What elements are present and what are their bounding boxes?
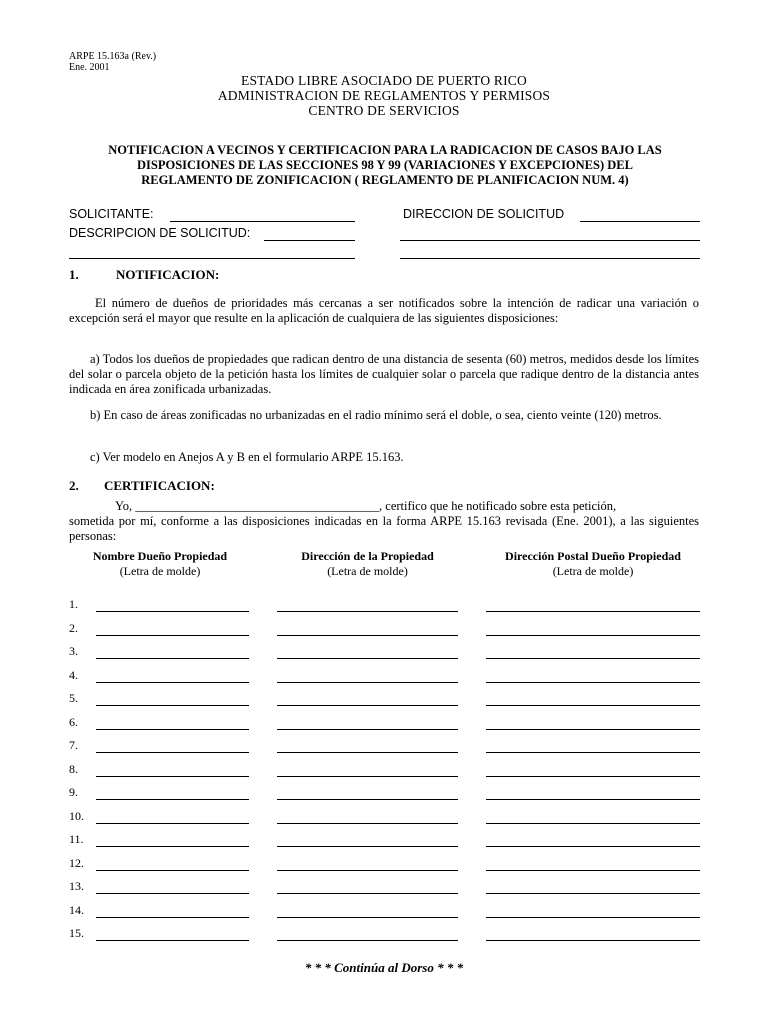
agency-line: ESTADO LIBRE ASOCIADO DE PUERTO RICO — [241, 73, 527, 88]
row-number: 10. — [69, 808, 84, 823]
postal-address-line[interactable] — [486, 752, 700, 753]
postal-address-line[interactable] — [486, 917, 700, 918]
continue-note: * * * Continúa al Dorso * * * — [304, 960, 464, 975]
property-address-line[interactable] — [277, 635, 458, 636]
column-subtitle: (Letra de molde) — [327, 564, 408, 578]
notificacion-item-a: a) Todos los dueños de propiedades que radican dentro de una distancia de sesenta (60) metros, medidos desde los límites del solar o parcela objeto de la petición hasta los límites de cualquier solar o parcela que radique dentro de la distancia antes indicada en área zonificada urbanizadas. — [69, 352, 699, 396]
property-address-line[interactable] — [277, 799, 458, 800]
property-address-line[interactable] — [277, 846, 458, 847]
postal-address-line[interactable] — [486, 940, 700, 941]
direccion-field[interactable] — [580, 221, 700, 222]
column-header-owner — [60, 549, 260, 579]
row-number: 15. — [69, 926, 84, 940]
owner-name-line[interactable] — [96, 823, 249, 824]
column-subtitle: (Letra de molde) — [552, 564, 634, 578]
postal-address-line[interactable] — [486, 635, 700, 636]
row-number: 2. — [69, 620, 78, 635]
postal-address-line[interactable] — [486, 658, 700, 659]
row-number: 8. — [69, 761, 78, 776]
property-address-line[interactable] — [277, 611, 458, 612]
section-1-number: 1. — [69, 267, 79, 282]
owner-name-line[interactable] — [96, 682, 249, 683]
agency-line: CENTRO DE SERVICIOS — [308, 103, 460, 118]
owner-name-line[interactable] — [96, 846, 249, 847]
owner-name-line[interactable] — [96, 870, 249, 871]
property-address-line[interactable] — [277, 776, 458, 777]
descripcion-field-line-2[interactable] — [69, 258, 355, 259]
form-date: Ene. 2001 — [69, 62, 110, 73]
owner-name-line[interactable] — [96, 940, 249, 941]
column-title: Dirección Postal Dueño Propiedad — [505, 549, 681, 563]
row-number: 11. — [69, 832, 84, 846]
postal-address-line[interactable] — [486, 870, 700, 871]
certificacion-line-1 — [69, 499, 699, 514]
row-number: 13. — [69, 879, 84, 893]
row-number: 1. — [69, 597, 78, 611]
owner-name-line[interactable] — [96, 917, 249, 918]
section-2-heading: CERTIFICACION: — [104, 478, 215, 493]
postal-address-line[interactable] — [486, 893, 700, 894]
row-number: 5. — [69, 691, 78, 705]
column-header-postal-address — [475, 549, 711, 579]
document-title — [60, 143, 710, 188]
agency-header — [0, 73, 768, 118]
owner-name-line[interactable] — [96, 752, 249, 753]
certificacion-text-2: sometida por mí, conforme a las disposiciones indicadas en la forma ARPE 15.163 revisada (Ene. 2001), a las siguientes personas: — [69, 514, 699, 543]
direccion-field-line-2[interactable] — [400, 240, 700, 241]
property-address-line[interactable] — [277, 752, 458, 753]
owner-name-line[interactable] — [96, 729, 249, 730]
descripcion-label: DESCRIPCION DE SOLICITUD: — [69, 226, 251, 240]
column-title: Nombre Dueño Propiedad — [92, 549, 228, 563]
notificacion-item-b: b) En caso de áreas zonificadas no urbanizadas en el radio mínimo será el doble, o sea, ciento veinte (120) metros. — [90, 408, 662, 422]
row-number: 14. — [69, 902, 84, 917]
property-address-line[interactable] — [277, 917, 458, 918]
solicitante-field[interactable] — [170, 221, 355, 222]
postal-address-line[interactable] — [486, 846, 700, 847]
form-code: ARPE 15.163a (Rev.) — [69, 51, 157, 62]
row-number: 6. — [69, 714, 78, 729]
owner-name-line[interactable] — [96, 658, 249, 659]
row-number: 7. — [69, 738, 78, 752]
notificacion-item-c: c) Ver modelo en Anejos A y B en el formulario ARPE 15.163. — [90, 450, 404, 464]
property-address-line[interactable] — [277, 658, 458, 659]
property-address-line[interactable] — [277, 705, 458, 706]
postal-address-line[interactable] — [486, 776, 700, 777]
direccion-label: DIRECCION DE SOLICITUD — [403, 207, 565, 221]
postal-address-line[interactable] — [486, 682, 700, 683]
owner-name-line[interactable] — [96, 799, 249, 800]
owner-name-line[interactable] — [96, 776, 249, 777]
postal-address-line[interactable] — [486, 799, 700, 800]
owner-name-line[interactable] — [96, 611, 249, 612]
title-line: REGLAMENTO DE ZONIFICACION ( REGLAMENTO DE PLANIFICACION NUM. 4) — [141, 173, 629, 187]
owner-name-line[interactable] — [96, 705, 249, 706]
row-number: 4. — [69, 667, 78, 682]
direccion-field-line-3[interactable] — [400, 258, 700, 259]
solicitante-label: SOLICITANTE: — [69, 207, 154, 221]
owner-name-line[interactable] — [96, 893, 249, 894]
row-number: 12. — [69, 855, 84, 870]
postal-address-line[interactable] — [486, 729, 700, 730]
form-code-block — [69, 51, 156, 73]
row-number: 9. — [69, 785, 78, 799]
section-1-heading: NOTIFICACION: — [116, 267, 220, 282]
notificacion-intro: El número de dueños de prioridades más cercanas a ser notificados sobre la intención de radicar una variación o excepción será el mayor que resulte en la aplicación de cualquiera de las siguientes disposiciones: — [69, 296, 699, 325]
section-2-number: 2. — [69, 478, 79, 493]
descripcion-field[interactable] — [264, 240, 355, 241]
yo-label: Yo, — [115, 499, 133, 513]
property-address-line[interactable] — [277, 870, 458, 871]
column-title: Dirección de la Propiedad — [301, 549, 434, 563]
property-address-line[interactable] — [277, 823, 458, 824]
property-address-line[interactable] — [277, 729, 458, 730]
title-line: DISPOSICIONES DE LAS SECCIONES 98 Y 99 (VARIACIONES Y EXCEPCIONES) DEL — [137, 158, 633, 172]
certifier-name-blank[interactable]: _______________________________________ — [135, 499, 380, 513]
certificacion-text-1: , certifico que he notificado sobre esta petición, — [379, 499, 617, 513]
postal-address-line[interactable] — [486, 823, 700, 824]
title-line: NOTIFICACION A VECINOS Y CERTIFICACION PARA LA RADICACION DE CASOS BAJO LAS — [108, 143, 662, 157]
postal-address-line[interactable] — [486, 611, 700, 612]
postal-address-line[interactable] — [486, 705, 700, 706]
column-header-property-address — [265, 549, 470, 579]
row-number: 3. — [69, 644, 78, 658]
owner-name-line[interactable] — [96, 635, 249, 636]
property-address-line[interactable] — [277, 893, 458, 894]
agency-line: ADMINISTRACION DE REGLAMENTOS Y PERMISOS — [217, 88, 551, 103]
property-address-line[interactable] — [277, 682, 458, 683]
column-subtitle: (Letra de molde) — [119, 564, 201, 578]
property-address-line[interactable] — [277, 940, 458, 941]
